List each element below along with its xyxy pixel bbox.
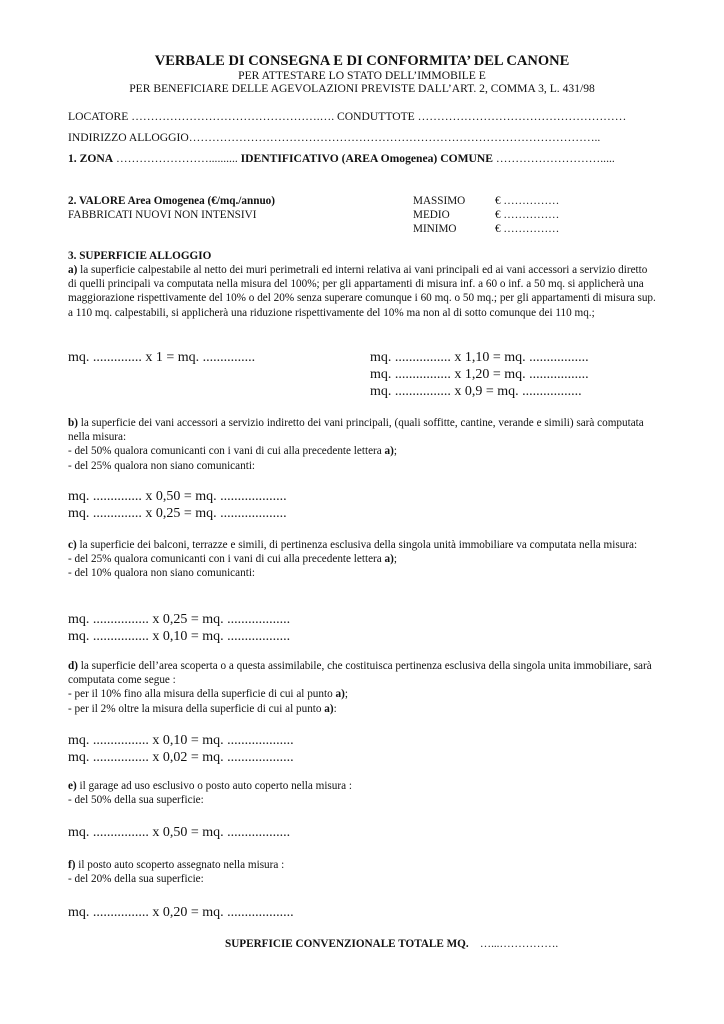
valore-massimo-field[interactable]: € …………… — [495, 195, 560, 207]
superficie-heading: 3. SUPERFICIE ALLOGGIO — [68, 250, 212, 262]
identificativo-field[interactable]: ………………………..... — [495, 152, 615, 165]
paragraph-a — [68, 263, 658, 320]
paragraph-e-text: il garage ad uso esclusivo o posto auto coperto nella misura : — [76, 780, 352, 792]
valore-medio-label: MEDIO — [413, 209, 450, 221]
zona-row — [68, 152, 615, 165]
valore-heading: 2. VALORE Area Omogenea (€/mq./annuo) — [68, 195, 275, 207]
paragraph-d-line2-end: : — [333, 702, 337, 715]
calc-a-110[interactable]: mq. ................ x 1,10 = mq. ................. — [370, 350, 589, 365]
identificativo-label: IDENTIFICATIVO (AREA Omogenea) COMUNE — [240, 152, 494, 165]
indirizzo-label: INDIRIZZO ALLOGGIO — [68, 131, 189, 144]
zona-field[interactable]: …………………….......... — [116, 152, 238, 165]
letter-e: e) — [68, 780, 77, 792]
total-field[interactable]: …...……………. — [479, 938, 559, 950]
document-title: VERBALE DI CONSEGNA E DI CONFORMITA’ DEL CANONE — [154, 53, 570, 69]
document-subtitle-1: PER ATTESTARE LO STATO DELL’IMMOBILE E — [238, 69, 486, 82]
calc-e-050[interactable]: mq. ................ x 0,50 = mq. .................. — [68, 825, 291, 840]
paragraph-b-text: la superficie dei vani accessori a servizio indiretto dei vani principali, (quali soffitte, cantine, verande e simili) sarà computata nella misura: — [68, 417, 644, 444]
paragraph-e-line1: - del 50% della sua superficie: — [68, 794, 204, 807]
calc-a-120[interactable]: mq. ................ x 1,20 = mq. ................. — [370, 367, 589, 382]
calc-b-050[interactable]: mq. .............. x 0,50 = mq. ................... — [68, 489, 287, 504]
paragraph-d-line1-end: ; — [344, 688, 348, 701]
conduttore-field[interactable]: ……………………………………………… — [417, 110, 627, 123]
valore-minimo-label: MINIMO — [413, 223, 457, 235]
letter-f: f) — [68, 859, 76, 871]
paragraph-c-line1-end: ; — [393, 553, 397, 566]
paragraph-a-text: la superficie calpestabile al netto dei muri perimetrali ed interni relativa ai vani principali ed ai vani accessori a servizio diretto di quelli principali va computata nella misura del 100%; per gli appartamenti di misura inf. a 60 o inf. a 50 mq. si applicherà una maggiorazione rispettivamente del 10% o del 20% senza superare comunque i 60 mq. o 50 mq.; per gli appartamenti di misura sup. a 110 mq. calpestabili, si applicherà una riduzione rispettivamente del 10% ma non al di sotto comunque dei 110 mq.; — [68, 264, 656, 319]
paragraph-d-text: la superficie dell’area scoperta o a questa assimilabile, che costituisca pertinenza esclusiva della singola unita immobiliare, sarà computata come segue : — [68, 660, 652, 687]
fabbricati-label: FABBRICATI NUOVI NON INTENSIVI — [68, 209, 257, 221]
letter-d: d) — [68, 660, 78, 672]
calc-a-09[interactable]: mq. ................ x 0,9 = mq. ................. — [370, 384, 582, 399]
paragraph-f — [68, 858, 658, 886]
total-label: SUPERFICIE CONVENZIONALE TOTALE MQ. — [225, 938, 469, 950]
calc-d-002[interactable]: mq. ................ x 0,02 = mq. ................... — [68, 750, 294, 765]
zona-label: 1. ZONA — [68, 152, 114, 165]
valore-medio-field[interactable]: € …………… — [495, 209, 560, 221]
calc-c-010[interactable]: mq. ................ x 0,10 = mq. .................. — [68, 629, 291, 644]
total-row — [225, 938, 558, 950]
letter-c: c) — [68, 539, 77, 551]
paragraph-d-ref-2: a) — [324, 702, 334, 715]
conduttore-label: CONDUTTOTE — [337, 110, 415, 123]
paragraph-d-line1: - per il 10% fino alla misura della superficie di cui al punto — [68, 688, 336, 701]
paragraph-d — [68, 659, 658, 716]
paragraph-d-ref-1: a) — [335, 688, 345, 701]
paragraph-b-ref: a) — [384, 445, 394, 458]
paragraph-b-line2: - del 25% qualora non siano comunicanti: — [68, 459, 256, 472]
locatore-row — [68, 110, 626, 123]
letter-a: a) — [68, 264, 78, 276]
paragraph-c-line1: - del 25% qualora comunicanti con i vani di cui alla precedente lettera — [68, 553, 385, 566]
locatore-field[interactable]: ………………………………………….…. — [131, 110, 335, 123]
paragraph-c — [68, 538, 658, 581]
indirizzo-field[interactable]: …………………………………………………………………………………………….. — [188, 131, 601, 144]
paragraph-b-line1: - del 50% qualora comunicanti con i vani di cui alla precedente lettera — [68, 445, 385, 458]
paragraph-c-line2: - del 10% qualora non siano comunicanti: — [68, 567, 256, 580]
locatore-label: LOCATORE — [68, 110, 129, 123]
paragraph-b-line1-end: ; — [393, 445, 397, 458]
paragraph-c-text: la superficie dei balconi, terrazze e simili, di pertinenza esclusiva della singola unità immobiliare va computata nella misura: — [76, 539, 638, 551]
calc-f-020[interactable]: mq. ................ x 0,20 = mq. ................... — [68, 905, 294, 920]
calc-b-025[interactable]: mq. .............. x 0,25 = mq. ................... — [68, 506, 287, 521]
valore-massimo-label: MASSIMO — [413, 195, 466, 207]
valore-minimo-field[interactable]: € …………… — [495, 223, 560, 235]
paragraph-b — [68, 416, 658, 473]
calc-d-010[interactable]: mq. ................ x 0,10 = mq. ................... — [68, 733, 294, 748]
calc-a-1[interactable]: mq. .............. x 1 = mq. ............... — [68, 350, 256, 365]
paragraph-c-ref: a) — [384, 553, 394, 566]
paragraph-f-text: il posto auto scoperto assegnato nella misura : — [75, 859, 285, 871]
paragraph-d-line2: - per il 2% oltre la misura della superficie di cui al punto — [68, 702, 325, 715]
calc-c-025[interactable]: mq. ................ x 0,25 = mq. .................. — [68, 612, 291, 627]
document-subtitle-2: PER BENEFICIARE DELLE AGEVOLAZIONI PREVISTE DALL’ART. 2, COMMA 3, L. 431/98 — [129, 82, 595, 95]
paragraph-f-line1: - del 20% della sua superficie: — [68, 873, 204, 886]
paragraph-e — [68, 779, 658, 807]
letter-b: b) — [68, 417, 78, 429]
indirizzo-row — [68, 131, 600, 144]
